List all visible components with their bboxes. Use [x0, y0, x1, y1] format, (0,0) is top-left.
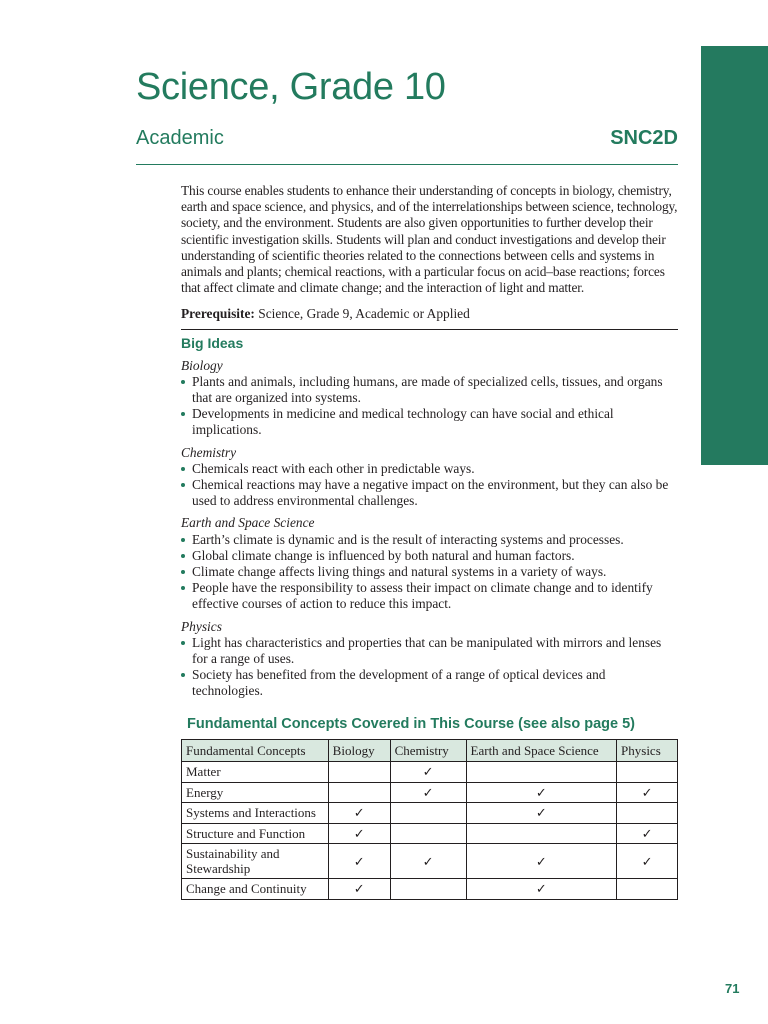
- category-earth-space: Earth and Space Science: [181, 515, 315, 531]
- bullet-icon: [181, 641, 185, 645]
- table-header-row: [182, 740, 678, 762]
- concept-cell: Matter: [182, 762, 329, 783]
- check-cell: ✓: [328, 844, 390, 879]
- column-header: Physics: [617, 740, 678, 762]
- check-cell: [390, 879, 466, 900]
- bullet-icon: [181, 483, 185, 487]
- concept-cell: Structure and Function: [182, 823, 329, 844]
- bullet-icon: [181, 538, 185, 542]
- list-item: [181, 406, 678, 438]
- category-biology: Biology: [181, 357, 223, 373]
- check-cell: ✓: [617, 782, 678, 803]
- check-cell: ✓: [466, 803, 617, 824]
- list-item: [181, 580, 678, 612]
- table-row: [182, 823, 678, 844]
- bullet-text: Earth’s climate is dynamic and is the result of interacting systems and processes.: [192, 531, 624, 547]
- course-level: Academic: [136, 127, 224, 149]
- concept-cell: Change and Continuity: [182, 879, 329, 900]
- table-row: [182, 782, 678, 803]
- bullet-text: Society has benefited from the development of a range of optical devices and technologies.: [192, 667, 606, 699]
- bullet-text: Chemical reactions may have a negative impact on the environment, but they can also be used to address environmental challenges.: [192, 477, 669, 509]
- list-item: [181, 635, 678, 667]
- main-content: [181, 183, 678, 706]
- check-cell: [390, 823, 466, 844]
- bullet-icon: [181, 412, 185, 416]
- list-item: [181, 477, 678, 509]
- check-cell: [328, 762, 390, 783]
- bullet-text: People have the responsibility to assess their impact on climate change and to identify effective courses of action to reduce this impact.: [192, 580, 653, 612]
- concept-cell: Energy: [182, 782, 329, 803]
- big-ideas-heading: Big Ideas: [181, 334, 244, 351]
- table-row: [182, 762, 678, 783]
- fundamental-concepts-heading: Fundamental Concepts Covered in This Course (see also page 5): [187, 716, 635, 732]
- check-cell: ✓: [466, 844, 617, 879]
- section-side-tab: [701, 46, 768, 465]
- column-header: Chemistry: [390, 740, 466, 762]
- course-subtitle-row: [136, 124, 678, 154]
- check-cell: ✓: [390, 762, 466, 783]
- list-item: [181, 532, 678, 548]
- category-chemistry: Chemistry: [181, 444, 237, 460]
- list-item: [181, 667, 678, 699]
- table-row: [182, 879, 678, 900]
- page-title: Science, Grade 10: [136, 66, 446, 108]
- prerequisite-label: Prerequisite:: [181, 306, 255, 322]
- category-physics: Physics: [181, 618, 222, 634]
- bullet-icon: [181, 380, 185, 384]
- check-cell: [617, 879, 678, 900]
- bullet-text: Developments in medicine and medical technology can have social and ethical implications.: [192, 406, 614, 438]
- bullet-icon: [181, 673, 185, 677]
- check-cell: [466, 823, 617, 844]
- big-ideas-divider: [181, 329, 678, 330]
- concept-cell: Sustainability and Stewardship: [182, 844, 329, 879]
- check-cell: [466, 762, 617, 783]
- page-number: 71: [725, 981, 740, 996]
- fundamental-concepts-table: [181, 739, 678, 900]
- biology-list: [181, 374, 678, 439]
- physics-list: [181, 635, 678, 700]
- column-header: Biology: [328, 740, 390, 762]
- check-cell: ✓: [466, 879, 617, 900]
- header-divider: [136, 164, 678, 165]
- table-row: [182, 803, 678, 824]
- list-item: [181, 461, 678, 477]
- check-cell: ✓: [617, 844, 678, 879]
- bullet-text: Climate change affects living things and natural systems in a variety of ways.: [192, 564, 607, 580]
- concept-cell: Systems and Interactions: [182, 803, 329, 824]
- prerequisite: [181, 306, 678, 322]
- check-cell: [617, 803, 678, 824]
- table-row: [182, 844, 678, 879]
- bullet-text: Global climate change is influenced by both natural and human factors.: [192, 547, 575, 563]
- bullet-icon: [181, 586, 185, 590]
- bullet-icon: [181, 467, 185, 471]
- check-cell: [617, 762, 678, 783]
- column-header: Earth and Space Science: [466, 740, 617, 762]
- chemistry-list: [181, 461, 678, 510]
- list-item: [181, 548, 678, 564]
- list-item: [181, 564, 678, 580]
- bullet-icon: [181, 570, 185, 574]
- check-cell: ✓: [466, 782, 617, 803]
- prerequisite-value: Science, Grade 9, Academic or Applied: [258, 306, 470, 322]
- list-item: [181, 374, 678, 406]
- check-cell: [390, 803, 466, 824]
- course-description: This course enables students to enhance their understanding of concepts in biology, chemistry, earth and space science, and physics, and of the interrelationships between science, technology, society, and the environment. Students are also given opportunities to further develop their scientific investigation skills. Students will plan and conduct investigations and develop their understanding of scientific theories related to the connections between cells and systems in animals and plants; chemical reactions, with a particular focus on acid–base reactions; forces that affect climate and climate change; and the interaction of light and matter.: [181, 183, 678, 296]
- column-header: Fundamental Concepts: [182, 740, 329, 762]
- bullet-text: Plants and animals, including humans, are made of specialized cells, tissues, and organs that are organized into systems.: [192, 373, 663, 406]
- bullet-icon: [181, 554, 185, 558]
- check-cell: ✓: [328, 879, 390, 900]
- check-cell: ✓: [390, 782, 466, 803]
- check-cell: [328, 782, 390, 803]
- check-cell: ✓: [390, 844, 466, 879]
- bullet-text: Light has characteristics and properties that can be manipulated with mirrors and lenses for a range of uses.: [192, 634, 662, 667]
- check-cell: ✓: [328, 823, 390, 844]
- bullet-text: Chemicals react with each other in predictable ways.: [192, 460, 475, 476]
- check-cell: ✓: [328, 803, 390, 824]
- course-code: SNC2D: [610, 127, 678, 149]
- check-cell: ✓: [617, 823, 678, 844]
- earth-space-list: [181, 532, 678, 613]
